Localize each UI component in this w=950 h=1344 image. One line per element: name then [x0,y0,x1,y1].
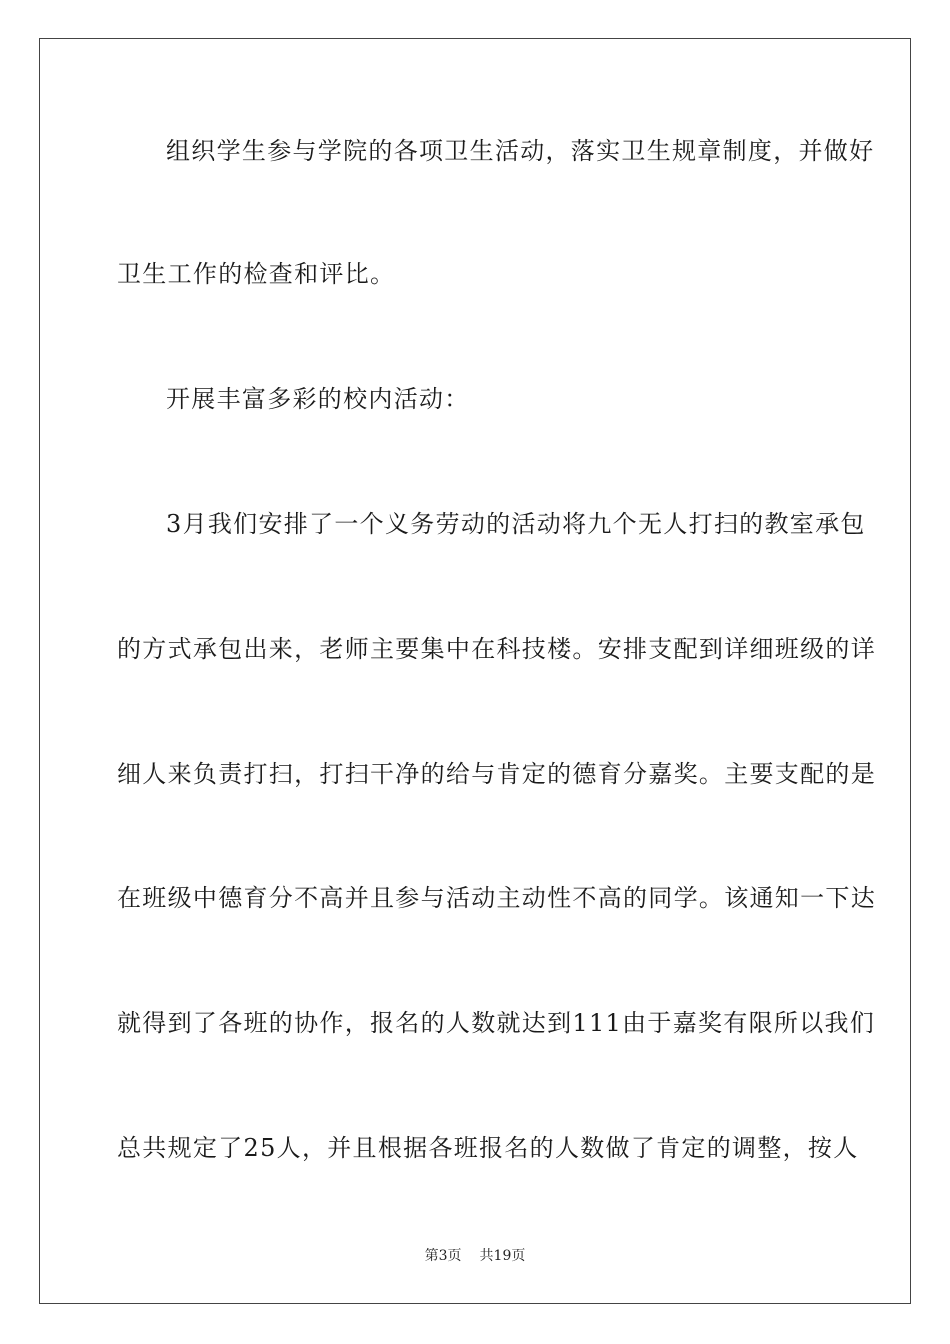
paragraph-line-8: 就得到了各班的协作，报名的人数就达到111由于嘉奖有限所以我们 [117,1009,876,1037]
page-total: 共19页 [479,1248,526,1264]
paragraph-line-5: 的方式承包出来，老师主要集中在科技楼。安排支配到详细班级的详 [117,635,876,663]
page-border [39,38,911,1304]
paragraph-line-7: 在班级中德育分不高并且参与活动主动性不高的同学。该通知一下达 [117,884,876,912]
paragraph-line-4: 3月我们安排了一个义务劳动的活动将九个无人打扫的教室承包 [166,510,866,538]
page-footer [0,1247,950,1265]
paragraph-line-9: 总共规定了25人，并且根据各班报名的人数做了肯定的调整，按人 [117,1134,859,1162]
paragraph-line-2: 卫生工作的检查和评比。 [117,260,396,288]
page-number: 第3页 [424,1248,462,1264]
paragraph-line-6: 细人来负责打扫，打扫干净的给与肯定的德育分嘉奖。主要支配的是 [117,760,876,788]
paragraph-line-1: 组织学生参与学院的各项卫生活动，落实卫生规章制度，并做好 [166,137,875,165]
paragraph-line-3: 开展丰富多彩的校内活动： [166,385,470,413]
